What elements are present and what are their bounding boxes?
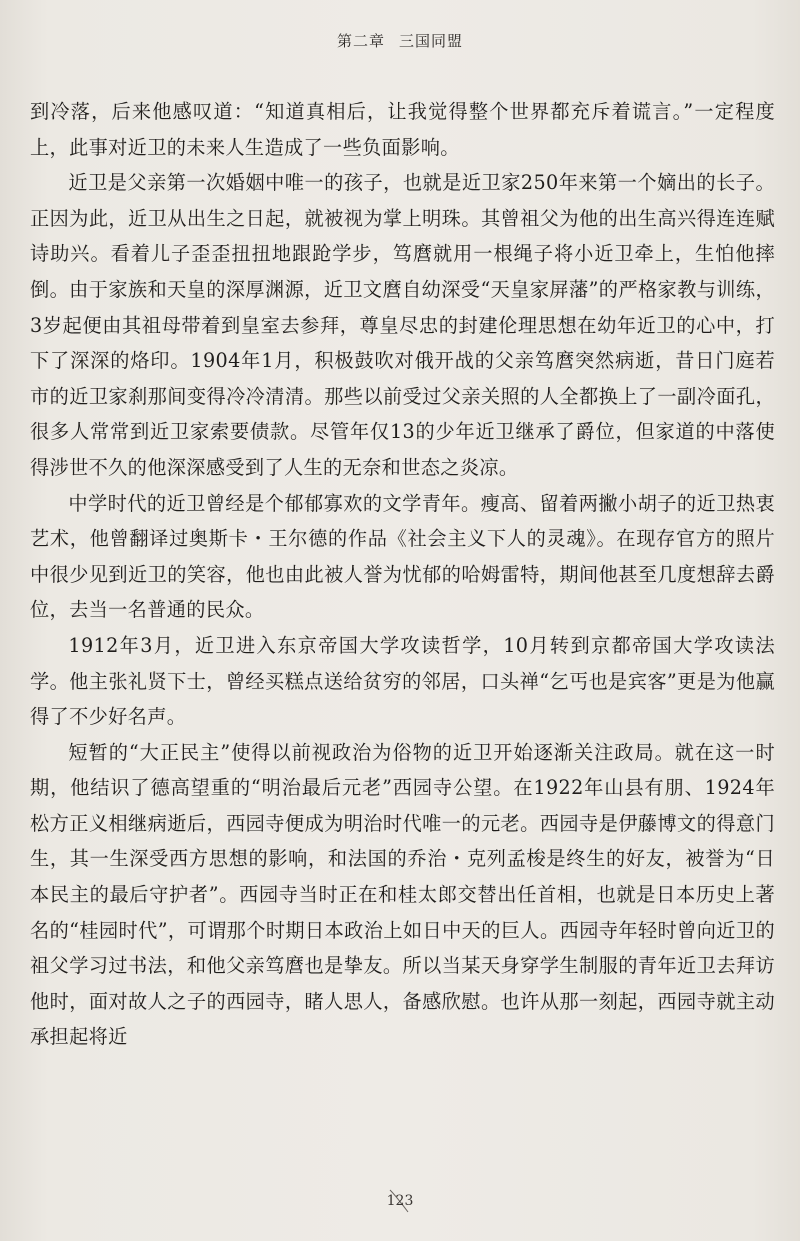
- paragraph-4: 1912年3月，近卫进入东京帝国大学攻读哲学，10月转到京都帝国大学攻读法学。他主张礼贤下士，曾经买糕点送给贫穷的邻居，口头禅“乞丐也是宾客”更是为他赢得了不少好名声。: [30, 633, 775, 729]
- chapter-title: 三国同盟: [399, 32, 464, 50]
- page-number: 123: [386, 1193, 414, 1209]
- paragraph-1: 到冷落，后来他感叹道：“知道真相后，让我觉得整个世界都充斥着谎言。”一定程度上，此事对近卫的未来人生造成了一些负面影响。: [30, 100, 775, 159]
- chapter-number: 第二章: [336, 32, 385, 50]
- running-header: [0, 30, 800, 51]
- paragraph-3: 中学时代的近卫曾经是个郁郁寡欢的文学青年。瘦高、留着两撇小胡子的近卫热衷艺术，他曾翻译过奥斯卡・王尔德的作品《社会主义下人的灵魂》。在现存官方的照片中很少见到近卫的笑容，他也由此被人誉为忧郁的哈姆雷特，期间他甚至几度想辞去爵位，去当一名普通的民众。: [30, 491, 775, 622]
- paragraph-5: 短暂的“大正民主”使得以前视政治为俗物的近卫开始逐渐关注政局。就在这一时期，他结识了德高望重的“明治最后元老”西园寺公望。在1922年山县有朋、1924年松方正义相继病逝后，西园寺便成为明治时代唯一的元老。西园寺是伊藤博文的得意门生，其一生深受西方思想的影响，和法国的乔治・克列孟梭是终生的好友，被誉为“日本民主的最后守护者”。西园寺当时正在和桂太郎交替出任首相，也就是日本历史上著名的“桂园时代”，可谓那个时期日本政治上如日中天的巨人。西园寺年轻时曾向近卫的祖父学习过书法，和他父亲笃麿也是挚友。所以当某天身穿学生制服的青年近卫去拜访他时，面对故人之子的西园寺，睹人思人，备感欣慰。也许从那一刻起，西园寺就主动承担起将近: [30, 740, 775, 1049]
- body-text: [30, 94, 775, 1055]
- paragraph-2: 近卫是父亲第一次婚姻中唯一的孩子，也就是近卫家250年来第一个嫡出的长子。正因为此，近卫从出生之日起，就被视为掌上明珠。其曾祖父为他的出生高兴得连连赋诗助兴。看着儿子歪歪扭扭地跟跄学步，笃麿就用一根绳子将小近卫牵上，生怕他摔倒。由于家族和天皇的深厚渊源，近卫文麿自幼深受“天皇家屏藩”的严格家教与训练，3岁起便由其祖母带着到皇室去参拜，尊皇尽忠的封建伦理思想在幼年近卫的心中，打下了深深的烙印。1904年1月，积极鼓吹对俄开战的父亲笃麿突然病逝，昔日门庭若市的近卫家刹那间变得冷冷清清。那些以前受过父亲关照的人全都换上了一副冷面孔，很多人常常到近卫家索要债款。尽管年仅13的少年近卫继承了爵位，但家道的中落使得涉世不久的他深深感受到了人生的无奈和世态之炎凉。: [30, 171, 775, 479]
